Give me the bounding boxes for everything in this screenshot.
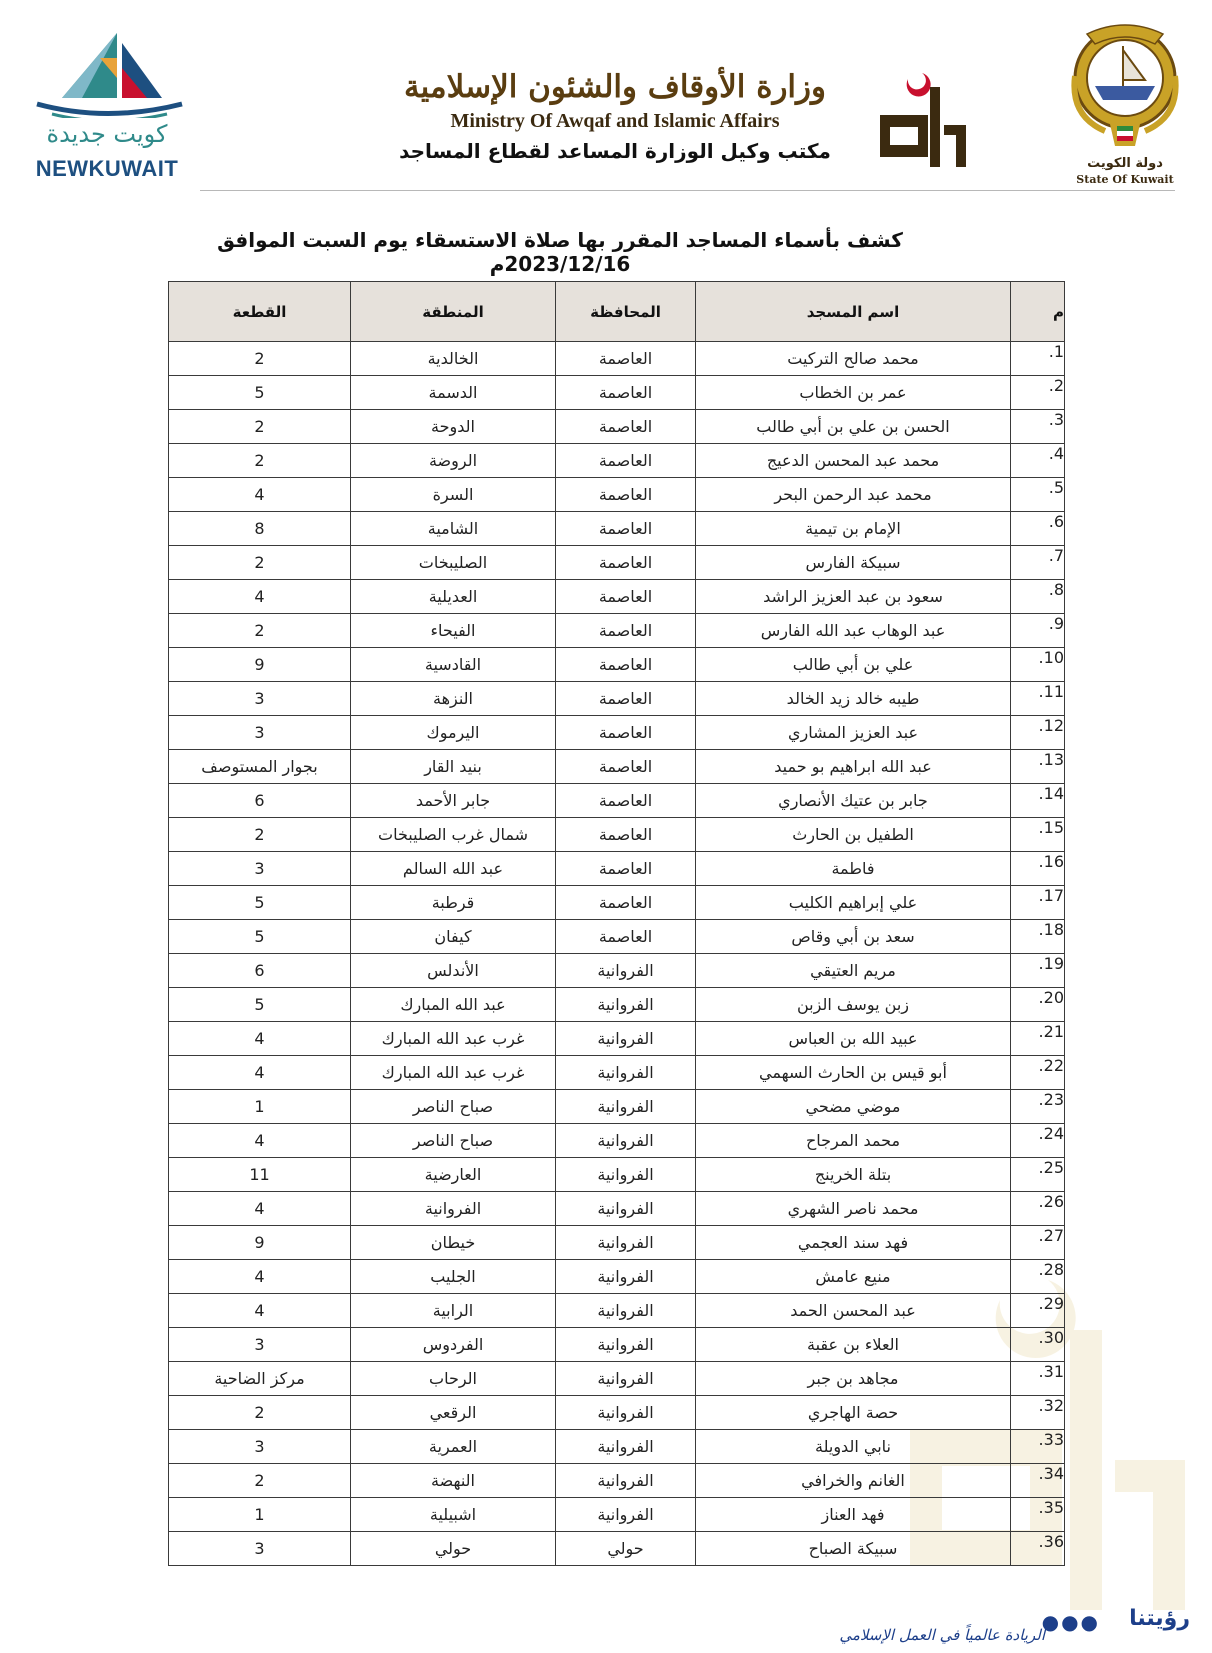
cell-block: 6: [169, 784, 351, 818]
cell-mosque-name: أبو قيس بن الحارث السهمي: [696, 1056, 1011, 1090]
masajid-logo: [870, 65, 975, 180]
cell-governorate: الفروانية: [556, 1294, 696, 1328]
cell-area: غرب عبد الله المبارك: [351, 1022, 556, 1056]
cell-mosque-name: العلاء بن عقبة: [696, 1328, 1011, 1362]
vision-slogan: الريادة عالمياً في العمل الإسلامي: [839, 1626, 1045, 1644]
cell-mosque-name: سبيكة الفارس: [696, 546, 1011, 580]
cell-mosque-name: محمد عبد المحسن الدعيج: [696, 444, 1011, 478]
column-header-area: المنطقة: [351, 282, 556, 342]
footer-vision: [760, 1606, 1200, 1646]
cell-area: خيطان: [351, 1226, 556, 1260]
table-row: [169, 342, 1065, 376]
table-row: [169, 376, 1065, 410]
cell-block: 6: [169, 954, 351, 988]
cell-area: صباح الناصر: [351, 1124, 556, 1158]
cell-num: 35.: [1011, 1498, 1065, 1532]
cell-governorate: العاصمة: [556, 682, 696, 716]
cell-area: صباح الناصر: [351, 1090, 556, 1124]
cell-mosque-name: الغانم والخرافي: [696, 1464, 1011, 1498]
cell-area: الخالدية: [351, 342, 556, 376]
table-row: [169, 1124, 1065, 1158]
cell-num: 9.: [1011, 614, 1065, 648]
cell-area: السرة: [351, 478, 556, 512]
cell-area: الرحاب: [351, 1362, 556, 1396]
cell-governorate: العاصمة: [556, 410, 696, 444]
cell-num: 34.: [1011, 1464, 1065, 1498]
cell-mosque-name: عبد العزيز المشاري: [696, 716, 1011, 750]
cell-mosque-name: الإمام بن تيمية: [696, 512, 1011, 546]
cell-area: جابر الأحمد: [351, 784, 556, 818]
cell-governorate: العاصمة: [556, 546, 696, 580]
column-header-governorate: المحافظة: [556, 282, 696, 342]
mosques-table: [168, 281, 1065, 1566]
cell-num: 7.: [1011, 546, 1065, 580]
cell-governorate: الفروانية: [556, 1260, 696, 1294]
cell-block: 4: [169, 1056, 351, 1090]
column-header-block: القطعة: [169, 282, 351, 342]
cell-num: 13.: [1011, 750, 1065, 784]
cell-mosque-name: الحسن بن علي بن أبي طالب: [696, 410, 1011, 444]
kuwait-emblem-icon: [1065, 16, 1185, 156]
table-row: [169, 852, 1065, 886]
cell-num: 15.: [1011, 818, 1065, 852]
cell-num: 24.: [1011, 1124, 1065, 1158]
cell-mosque-name: علي إبراهيم الكليب: [696, 886, 1011, 920]
cell-area: اشبيلية: [351, 1498, 556, 1532]
cell-governorate: العاصمة: [556, 750, 696, 784]
state-name-english: State Of Kuwait: [1076, 173, 1174, 186]
cell-block: 3: [169, 1328, 351, 1362]
cell-block: 4: [169, 1260, 351, 1294]
document-title: كشف بأسماء المساجد المقرر بها صلاة الاستسقاء يوم السبت الموافق 2023/12/16م: [217, 228, 903, 276]
cell-num: 6.: [1011, 512, 1065, 546]
cell-area: العارضية: [351, 1158, 556, 1192]
cell-area: الفيحاء: [351, 614, 556, 648]
cell-block: 11: [169, 1158, 351, 1192]
cell-block: 4: [169, 1192, 351, 1226]
cell-mosque-name: عبد الله ابراهيم بو حميد: [696, 750, 1011, 784]
cell-block: 5: [169, 376, 351, 410]
cell-num: 4.: [1011, 444, 1065, 478]
cell-governorate: الفروانية: [556, 1056, 696, 1090]
cell-block: 2: [169, 1396, 351, 1430]
cell-governorate: العاصمة: [556, 614, 696, 648]
cell-mosque-name: عبيد الله بن العباس: [696, 1022, 1011, 1056]
cell-area: الدوحة: [351, 410, 556, 444]
cell-governorate: حولي: [556, 1532, 696, 1566]
cell-area: عبد الله المبارك: [351, 988, 556, 1022]
cell-mosque-name: مجاهد بن جبر: [696, 1362, 1011, 1396]
newkuwait-english: NEWKUWAIT: [35, 156, 179, 181]
cell-num: 2.: [1011, 376, 1065, 410]
cell-num: 28.: [1011, 1260, 1065, 1294]
office-name: مكتب وكيل الوزارة المساعد لقطاع المساجد: [399, 139, 831, 164]
cell-mosque-name: منيع عامش: [696, 1260, 1011, 1294]
cell-governorate: العاصمة: [556, 920, 696, 954]
cell-governorate: الفروانية: [556, 1192, 696, 1226]
cell-governorate: الفروانية: [556, 1498, 696, 1532]
cell-governorate: العاصمة: [556, 716, 696, 750]
cell-mosque-name: فهد العناز: [696, 1498, 1011, 1532]
cell-area: شمال غرب الصليبخات: [351, 818, 556, 852]
cell-block: مركز الضاحية: [169, 1362, 351, 1396]
cell-block: 2: [169, 1464, 351, 1498]
cell-num: 27.: [1011, 1226, 1065, 1260]
table-row: [169, 1260, 1065, 1294]
cell-governorate: العاصمة: [556, 580, 696, 614]
cell-mosque-name: نابي الدويلة: [696, 1430, 1011, 1464]
letterhead: [0, 0, 1212, 195]
cell-area: كيفان: [351, 920, 556, 954]
cell-governorate: العاصمة: [556, 444, 696, 478]
column-header-mosque: اسم المسجد: [696, 282, 1011, 342]
cell-block: 9: [169, 648, 351, 682]
cell-area: الصليبخات: [351, 546, 556, 580]
cell-governorate: الفروانية: [556, 1090, 696, 1124]
cell-num: 12.: [1011, 716, 1065, 750]
table-row: [169, 784, 1065, 818]
kuwait-emblem: [1065, 16, 1185, 186]
cell-block: 4: [169, 580, 351, 614]
cell-governorate: الفروانية: [556, 1396, 696, 1430]
cell-block: 5: [169, 988, 351, 1022]
table-row: [169, 682, 1065, 716]
table-row: [169, 1158, 1065, 1192]
cell-area: اليرموك: [351, 716, 556, 750]
state-name-arabic: دولة الكويت: [1087, 156, 1163, 171]
cell-mosque-name: فهد سند العجمي: [696, 1226, 1011, 1260]
cell-block: 4: [169, 1124, 351, 1158]
column-header-num: م: [1011, 282, 1065, 342]
table-row: [169, 920, 1065, 954]
ministry-title-block: [380, 70, 850, 163]
cell-mosque-name: محمد ناصر الشهري: [696, 1192, 1011, 1226]
cell-block: 3: [169, 1532, 351, 1566]
cell-num: 22.: [1011, 1056, 1065, 1090]
table-row: [169, 1532, 1065, 1566]
cell-mosque-name: زبن يوسف الزبن: [696, 988, 1011, 1022]
cell-area: النزهة: [351, 682, 556, 716]
cell-num: 20.: [1011, 988, 1065, 1022]
table-row: [169, 614, 1065, 648]
cell-num: 16.: [1011, 852, 1065, 886]
cell-mosque-name: سبيكة الصباح: [696, 1532, 1011, 1566]
cell-governorate: الفروانية: [556, 1430, 696, 1464]
newkuwait-logo: [22, 28, 192, 188]
table-row: [169, 1464, 1065, 1498]
cell-mosque-name: عمر بن الخطاب: [696, 376, 1011, 410]
cell-num: 29.: [1011, 1294, 1065, 1328]
cell-area: قرطبة: [351, 886, 556, 920]
cell-governorate: الفروانية: [556, 1328, 696, 1362]
vision-dots: ●●●: [1041, 1610, 1100, 1634]
table-row: [169, 1396, 1065, 1430]
cell-block: 3: [169, 682, 351, 716]
cell-mosque-name: عبد المحسن الحمد: [696, 1294, 1011, 1328]
ministry-name-arabic: وزارة الأوقاف والشئون الإسلامية: [404, 69, 826, 105]
cell-area: حولي: [351, 1532, 556, 1566]
cell-block: 3: [169, 852, 351, 886]
cell-block: 2: [169, 546, 351, 580]
cell-area: العمرية: [351, 1430, 556, 1464]
cell-mosque-name: علي بن أبي طالب: [696, 648, 1011, 682]
sailboat-icon: [22, 28, 192, 118]
cell-num: 26.: [1011, 1192, 1065, 1226]
cell-governorate: الفروانية: [556, 954, 696, 988]
cell-mosque-name: سعود بن عبد العزيز الراشد: [696, 580, 1011, 614]
cell-block: 8: [169, 512, 351, 546]
cell-area: بنيد القار: [351, 750, 556, 784]
table-row: [169, 1022, 1065, 1056]
cell-num: 3.: [1011, 410, 1065, 444]
cell-governorate: الفروانية: [556, 1158, 696, 1192]
cell-mosque-name: مريم العتيقي: [696, 954, 1011, 988]
cell-mosque-name: فاطمة: [696, 852, 1011, 886]
cell-block: 3: [169, 1430, 351, 1464]
cell-governorate: الفروانية: [556, 1464, 696, 1498]
cell-area: النهضة: [351, 1464, 556, 1498]
cell-num: 32.: [1011, 1396, 1065, 1430]
cell-area: الشامية: [351, 512, 556, 546]
table-row: [169, 818, 1065, 852]
cell-block: 4: [169, 1022, 351, 1056]
table-row: [169, 886, 1065, 920]
table-row: [169, 1226, 1065, 1260]
cell-governorate: العاصمة: [556, 342, 696, 376]
cell-num: 5.: [1011, 478, 1065, 512]
cell-mosque-name: طيبه خالد زيد الخالد: [696, 682, 1011, 716]
cell-block: 2: [169, 342, 351, 376]
cell-block: 4: [169, 478, 351, 512]
table-row: [169, 580, 1065, 614]
cell-num: 18.: [1011, 920, 1065, 954]
cell-num: 14.: [1011, 784, 1065, 818]
table-row: [169, 1056, 1065, 1090]
table-row: [169, 1192, 1065, 1226]
cell-num: 25.: [1011, 1158, 1065, 1192]
table-row: [169, 1362, 1065, 1396]
table-row: [169, 1090, 1065, 1124]
cell-mosque-name: جابر بن عتيك الأنصاري: [696, 784, 1011, 818]
cell-governorate: الفروانية: [556, 988, 696, 1022]
masajid-logo-icon: [870, 65, 975, 180]
table-row: [169, 444, 1065, 478]
cell-num: 33.: [1011, 1430, 1065, 1464]
table-body: [169, 342, 1065, 1566]
cell-area: الجليب: [351, 1260, 556, 1294]
table-row: [169, 1430, 1065, 1464]
newkuwait-arabic: كويت جديدة: [46, 120, 168, 148]
cell-area: العديلية: [351, 580, 556, 614]
table-row: [169, 648, 1065, 682]
cell-mosque-name: محمد عبد الرحمن البحر: [696, 478, 1011, 512]
cell-governorate: العاصمة: [556, 648, 696, 682]
cell-mosque-name: حصة الهاجري: [696, 1396, 1011, 1430]
cell-governorate: الفروانية: [556, 1022, 696, 1056]
table-row: [169, 1328, 1065, 1362]
cell-governorate: العاصمة: [556, 512, 696, 546]
cell-block: 1: [169, 1090, 351, 1124]
cell-mosque-name: محمد المرجاح: [696, 1124, 1011, 1158]
cell-block: 3: [169, 716, 351, 750]
cell-num: 21.: [1011, 1022, 1065, 1056]
cell-num: 36.: [1011, 1532, 1065, 1566]
cell-mosque-name: الطفيل بن الحارث: [696, 818, 1011, 852]
cell-num: 23.: [1011, 1090, 1065, 1124]
cell-block: 5: [169, 886, 351, 920]
cell-block: 1: [169, 1498, 351, 1532]
ministry-name-english: Ministry Of Awqaf and Islamic Affairs: [450, 110, 780, 133]
cell-area: الفردوس: [351, 1328, 556, 1362]
cell-area: عبد الله السالم: [351, 852, 556, 886]
table-row: [169, 546, 1065, 580]
table-row: [169, 954, 1065, 988]
cell-block: 9: [169, 1226, 351, 1260]
cell-area: الدسمة: [351, 376, 556, 410]
cell-mosque-name: بتلة الخرينج: [696, 1158, 1011, 1192]
cell-mosque-name: سعد بن أبي وقاص: [696, 920, 1011, 954]
cell-num: 19.: [1011, 954, 1065, 988]
cell-area: الروضة: [351, 444, 556, 478]
cell-block: 2: [169, 614, 351, 648]
table-row: [169, 410, 1065, 444]
cell-num: 10.: [1011, 648, 1065, 682]
cell-block: 2: [169, 444, 351, 478]
cell-area: الرقعي: [351, 1396, 556, 1430]
cell-mosque-name: عبد الوهاب عبد الله الفارس: [696, 614, 1011, 648]
cell-num: 1.: [1011, 342, 1065, 376]
cell-block: 2: [169, 410, 351, 444]
cell-num: 8.: [1011, 580, 1065, 614]
table-row: [169, 750, 1065, 784]
cell-area: غرب عبد الله المبارك: [351, 1056, 556, 1090]
cell-governorate: الفروانية: [556, 1362, 696, 1396]
cell-block: بجوار المستوصف: [169, 750, 351, 784]
cell-num: 30.: [1011, 1328, 1065, 1362]
cell-area: الأندلس: [351, 954, 556, 988]
table-row: [169, 1294, 1065, 1328]
cell-block: 5: [169, 920, 351, 954]
cell-num: 31.: [1011, 1362, 1065, 1396]
header-divider: [200, 190, 1175, 191]
table-header-row: [169, 282, 1065, 342]
table-row: [169, 478, 1065, 512]
cell-governorate: العاصمة: [556, 886, 696, 920]
table-row: [169, 716, 1065, 750]
vision-label: رؤيتنا: [1129, 1606, 1190, 1631]
cell-area: الفروانية: [351, 1192, 556, 1226]
cell-area: الرابية: [351, 1294, 556, 1328]
cell-area: القادسية: [351, 648, 556, 682]
cell-governorate: العاصمة: [556, 784, 696, 818]
table-row: [169, 1498, 1065, 1532]
cell-block: 4: [169, 1294, 351, 1328]
table-row: [169, 988, 1065, 1022]
table-row: [169, 512, 1065, 546]
cell-num: 17.: [1011, 886, 1065, 920]
cell-mosque-name: محمد صالح التركيت: [696, 342, 1011, 376]
cell-governorate: الفروانية: [556, 1124, 696, 1158]
cell-governorate: العاصمة: [556, 818, 696, 852]
cell-num: 11.: [1011, 682, 1065, 716]
cell-governorate: العاصمة: [556, 852, 696, 886]
cell-governorate: العاصمة: [556, 376, 696, 410]
cell-block: 2: [169, 818, 351, 852]
cell-governorate: الفروانية: [556, 1226, 696, 1260]
cell-mosque-name: موضي مضحي: [696, 1090, 1011, 1124]
cell-governorate: العاصمة: [556, 478, 696, 512]
